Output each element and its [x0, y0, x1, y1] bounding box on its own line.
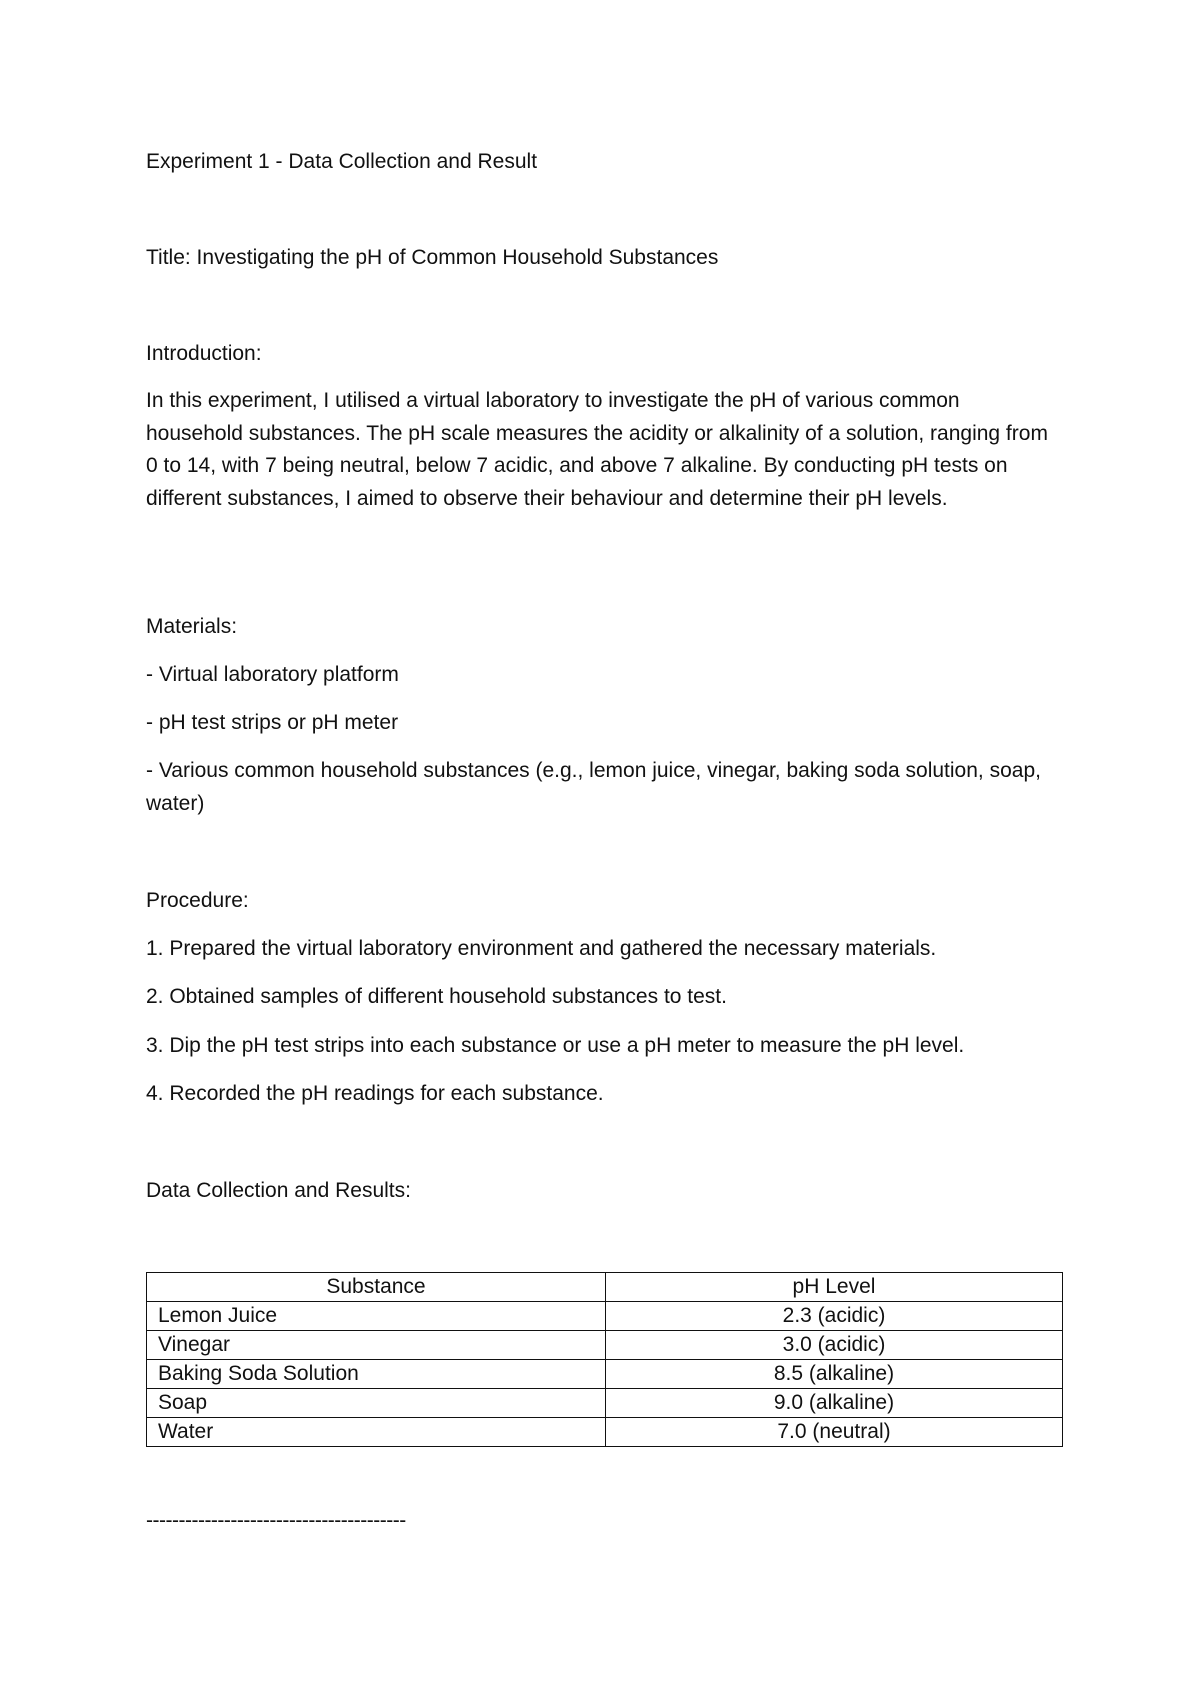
ph-level-cell: 2.3 (acidic) [606, 1302, 1063, 1331]
ph-level-cell: 8.5 (alkaline) [606, 1360, 1063, 1389]
ph-level-cell: 3.0 (acidic) [606, 1331, 1063, 1360]
substance-cell: Baking Soda Solution [147, 1360, 606, 1389]
introduction-paragraph: In this experiment, I utilised a virtual laboratory to investigate the pH of various common household substances. The pH scale measures the acidity or alkalinity of a solution, ranging from 0 to 14, with 7 being neutral, below 7 acidic, and above 7 alkaline. By conducting pH tests on different substances, I aimed to observe their behaviour and determine their pH levels. [146, 389, 1048, 510]
table-row [147, 1360, 1063, 1389]
document-title: Title: Investigating the pH of Common Household Substances [146, 246, 719, 269]
introduction-heading: Introduction: [146, 342, 262, 365]
results-table [146, 1272, 1063, 1447]
table-header-row [147, 1273, 1063, 1302]
table-row [147, 1302, 1063, 1331]
materials-heading: Materials: [146, 615, 238, 638]
table-row [147, 1331, 1063, 1360]
materials-item: - Virtual laboratory platform [146, 663, 399, 686]
materials-item: - pH test strips or pH meter [146, 711, 399, 734]
ph-level-cell: 7.0 (neutral) [606, 1418, 1063, 1447]
substance-cell: Soap [147, 1389, 606, 1418]
substance-cell: Lemon Juice [147, 1302, 606, 1331]
substance-cell: Water [147, 1418, 606, 1447]
procedure-step: 1. Prepared the virtual laboratory environment and gathered the necessary materials. [146, 937, 937, 960]
procedure-step: 3. Dip the pH test strips into each substance or use a pH meter to measure the pH level. [146, 1034, 965, 1057]
table-row [147, 1418, 1063, 1447]
procedure-heading: Procedure: [146, 889, 249, 912]
results-heading: Data Collection and Results: [146, 1179, 411, 1202]
column-header-substance: Substance [147, 1273, 606, 1302]
table-row [147, 1389, 1063, 1418]
ph-level-cell: 9.0 (alkaline) [606, 1389, 1063, 1418]
procedure-step: 4. Recorded the pH readings for each substance. [146, 1082, 604, 1105]
substance-cell: Vinegar [147, 1331, 606, 1360]
experiment-heading: Experiment 1 - Data Collection and Result [146, 150, 538, 173]
column-header-ph-level: pH Level [606, 1273, 1063, 1302]
materials-item: - Various common household substances (e.g., lemon juice, vinegar, baking soda solution, soap, water) [146, 759, 1041, 815]
separator-line: ---------------------------------------- [146, 1509, 406, 1532]
procedure-step: 2. Obtained samples of different household substances to test. [146, 985, 727, 1008]
